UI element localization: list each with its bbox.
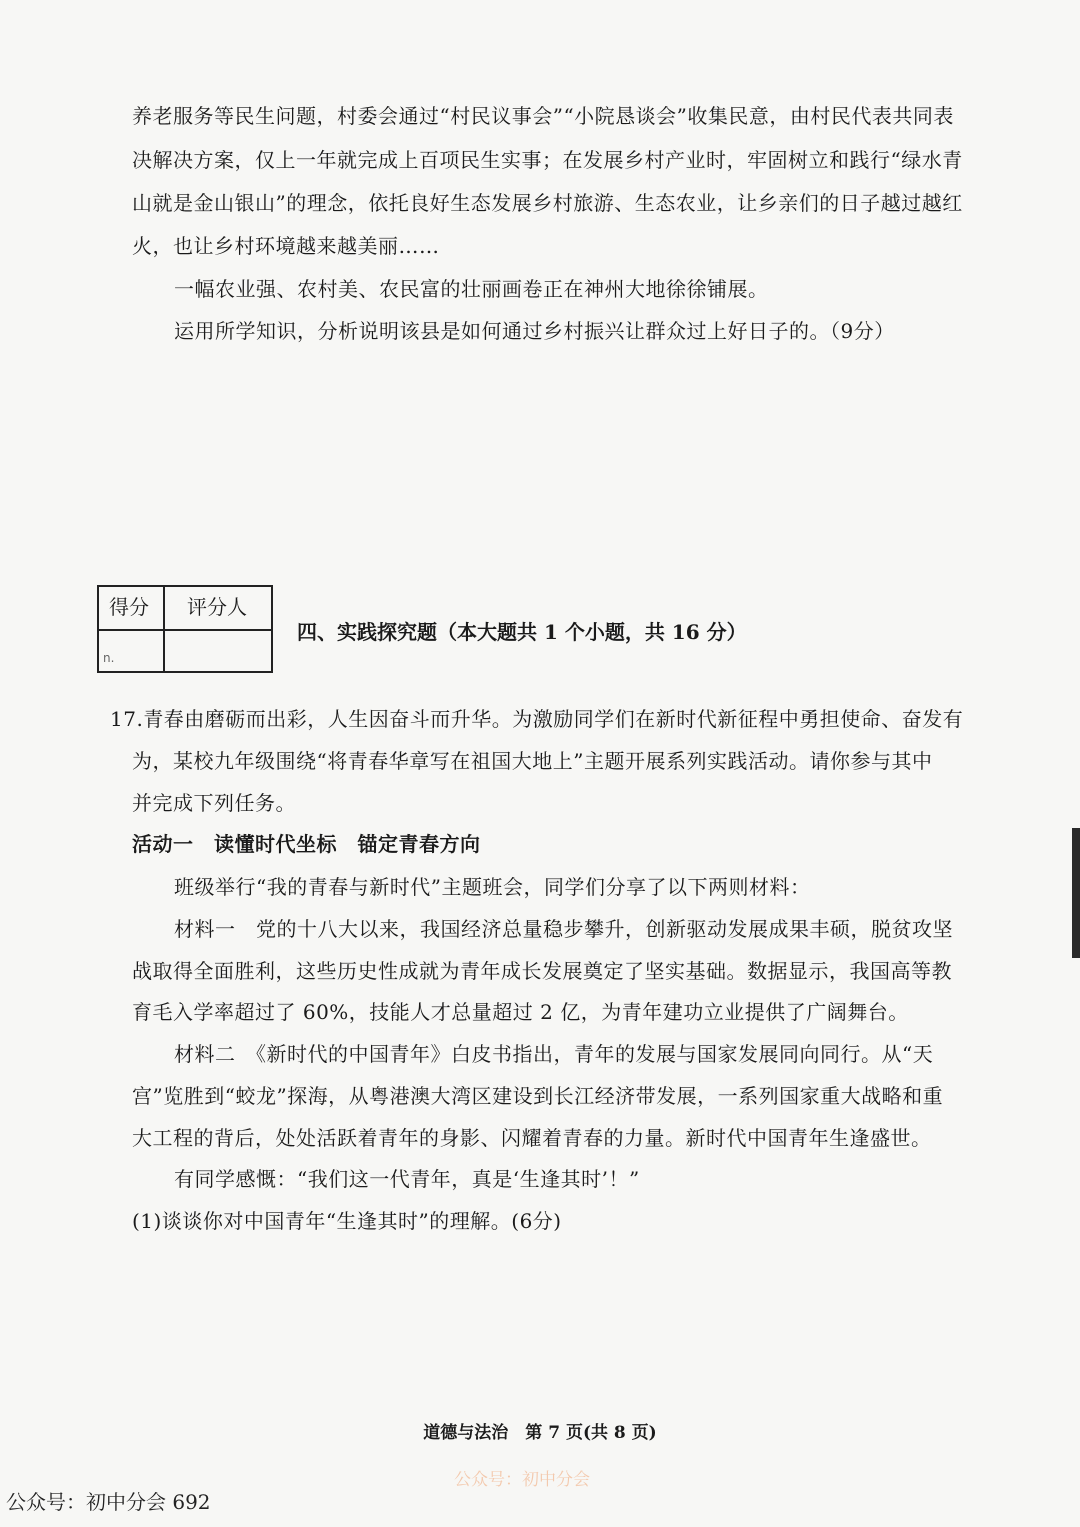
section-four-title: 四、实践探究题（本大题共 1 个小题，共 16 分） bbox=[297, 620, 747, 644]
question17-intro-text: 青春由磨砺而出彩，人生因奋斗而升华。为激励同学们在新时代新征程中勇担使命、奋发有 bbox=[143, 707, 964, 731]
question17-intro-line-2: 为，某校九年级围绕“将青春华章写在祖国大地上”主题开展系列实践活动。请你参与其中 bbox=[132, 749, 933, 773]
score-table bbox=[97, 585, 273, 673]
material-two-line-2: 宫”览胜到“蛟龙”探海，从粤港澳大湾区建设到长江经济带发展，一系列国家重大战略和重 bbox=[132, 1084, 944, 1108]
sub-question-1: (1)谈谈你对中国青年“生逢其时”的理解。(6分) bbox=[132, 1209, 562, 1233]
question-number: 17. bbox=[110, 707, 144, 731]
material-line-3: 山就是金山银山”的理念，依托良好生态发展乡村旅游、生态农业，让乡亲们的日子越过越红 bbox=[132, 191, 963, 215]
watermark-center: 公众号：初中分会 bbox=[454, 1470, 590, 1490]
page-footer: 道德与法治 第 7 页(共 8 页) bbox=[423, 1423, 657, 1443]
material-line-2: 决解决方案，仅上一年就完成上百项民生实事；在发展乡村产业时，牢固树立和践行“绿水青 bbox=[132, 148, 963, 172]
score-mark: n. bbox=[103, 651, 115, 665]
material-one-line-3: 育毛入学率超过了 60%，技能人才总量超过 2 亿，为青年建功立业提供了广阔舞台。 bbox=[132, 1000, 909, 1024]
score-header: 得分 bbox=[109, 595, 149, 619]
material-one-line-2: 战取得全面胜利，这些历史性成就为青年成长发展奠定了坚实基础。数据显示，我国高等教 bbox=[132, 959, 952, 983]
material-two-line-1: 材料二 《新时代的中国青年》白皮书指出，青年的发展与国家发展同向同行。从“天 bbox=[174, 1042, 934, 1066]
watermark-left: 公众号：初中分会 692 bbox=[6, 1490, 211, 1514]
class-meeting-line: 班级举行“我的青春与新时代”主题班会，同学们分享了以下两则材料： bbox=[174, 875, 811, 899]
grader-header: 评分人 bbox=[187, 595, 247, 619]
student-quote: 有同学感慨：“我们这一代青年，真是‘生逢其时’！” bbox=[174, 1167, 640, 1191]
question16-prompt: 运用所学知识，分析说明该县是如何通过乡村振兴让群众过上好日子的。（9分） bbox=[174, 319, 895, 343]
material-line-4: 火，也让乡村环境越来越美丽…… bbox=[132, 234, 440, 258]
activity-one-title: 活动一 读懂时代坐标 锚定青春方向 bbox=[132, 832, 481, 856]
material-one-line-1: 材料一 党的十八大以来，我国经济总量稳步攀升，创新驱动发展成果丰硕，脱贫攻坚 bbox=[174, 917, 953, 941]
material-line-1: 养老服务等民生问题，村委会通过“村民议事会”“小院恳谈会”收集民意，由村民代表共同表 bbox=[132, 104, 954, 128]
scan-edge-mark bbox=[1072, 828, 1080, 958]
question17-intro-line-1 bbox=[110, 704, 963, 734]
closing-line: 一幅农业强、农村美、农民富的壮丽画卷正在神州大地徐徐铺展。 bbox=[174, 277, 769, 301]
material-two-line-3: 大工程的背后，处处活跃着青年的身影、闪耀着青春的力量。新时代中国青年生逢盛世。 bbox=[132, 1126, 932, 1150]
question17-intro-line-3: 并完成下列任务。 bbox=[132, 791, 296, 815]
